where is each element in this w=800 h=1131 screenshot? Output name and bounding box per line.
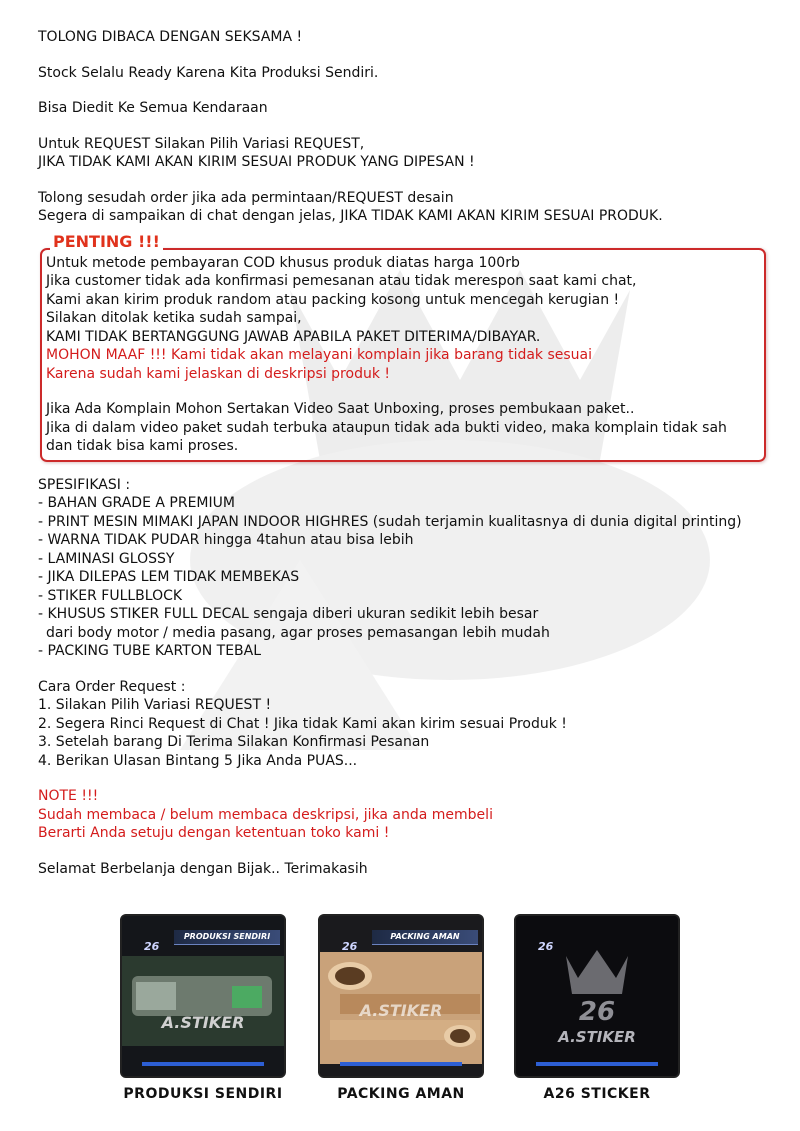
product-gallery — [0, 914, 800, 1114]
penting-line: Untuk metode pembayaran COD khusus produk diatas harga 100rb — [46, 254, 520, 271]
order-step: 1. Silakan Pilih Variasi REQUEST ! — [38, 697, 272, 713]
request-line-2: JIKA TIDAK KAMI AKAN KIRIM SESUAI PRODUK YANG DIPESAN ! — [38, 154, 475, 170]
komplain-line: Jika di dalam video paket sudah terbuka ataupun tidak ada bukti video, maka komplain tidak sah — [46, 419, 727, 436]
description — [38, 28, 778, 895]
penting-line: Kami akan kirim produk random atau packing kosong untuk mencegah kerugian ! — [46, 291, 620, 308]
spec-item: - JIKA DILEPAS LEM TIDAK MEMBEKAS — [38, 569, 300, 585]
request-line-1: Untuk REQUEST Silakan Pilih Variasi REQUEST, — [38, 135, 365, 152]
spec-item: - KHUSUS STIKER FULL DECAL sengaja diberi ukuran sedikit lebih besar — [38, 606, 539, 622]
closing-line: Selamat Berbelanja dengan Bijak.. Terimakasih — [38, 860, 368, 877]
spec-item: - STIKER FULLBLOCK — [38, 587, 183, 604]
order-step: 4. Berikan Ulasan Bintang 5 Jika Anda PUAS... — [38, 752, 358, 769]
a26-image — [514, 914, 680, 1078]
note-line: Berarti Anda setuju dengan ketentuan toko kami ! — [38, 825, 390, 841]
spec-item: dari body motor / media pasang, agar proses pemasangan lebih mudah — [46, 624, 550, 641]
order-section — [38, 678, 778, 771]
gallery-card-a26 — [514, 914, 680, 1102]
intro-edit: Bisa Diedit Ke Semua Kendaraan — [38, 100, 268, 116]
logo-mark: 26 — [342, 940, 358, 953]
logo-mark-large: 26 — [578, 997, 616, 1027]
brand-mark: A.STIKER — [161, 1013, 245, 1032]
penting-line: KAMI TIDAK BERTANGGUNG JAWAB APABILA PAKET DITERIMA/DIBAYAR. — [46, 328, 541, 345]
spec-item: - LAMINASI GLOSSY — [38, 550, 175, 567]
note-section — [38, 787, 778, 843]
order-step: 3. Setelah barang Di Terima Silakan Konfirmasi Pesanan — [38, 734, 430, 750]
desain-line-2: Segera di sampaikan di chat dengan jelas, JIKA TIDAK KAMI AKAN KIRIM SESUAI PRODUK. — [38, 208, 663, 224]
penting-line: Silakan ditolak ketika sudah sampai, — [46, 310, 302, 326]
penting-title: PENTING !!! — [50, 232, 163, 252]
penting-section — [40, 231, 778, 462]
spec-item: - WARNA TIDAK PUDAR hingga 4tahun atau bisa lebih — [38, 532, 414, 548]
logo-mark: 26 — [144, 940, 160, 953]
mohon-maaf-line-2: Karena sudah kami jelaskan di deskripsi produk ! — [46, 365, 391, 382]
packing-banner: PACKING AMAN — [372, 930, 478, 945]
intro-stock: Stock Selalu Ready Karena Kita Produksi Sendiri. — [38, 64, 379, 81]
brand-mark: A.STIKER — [558, 1028, 636, 1046]
produksi-label: PRODUKSI SENDIRI — [123, 1086, 283, 1102]
spec-item: - BAHAN GRADE A PREMIUM — [38, 495, 235, 511]
note-title: NOTE !!! — [38, 788, 99, 804]
intro-heading: TOLONG DIBACA DENGAN SEKSAMA ! — [38, 29, 303, 45]
produksi-banner: PRODUKSI SENDIRI — [174, 930, 280, 945]
mohon-maaf-line: MOHON MAAF !!! Kami tidak akan melayani komplain jika barang tidak sesuai — [46, 347, 593, 363]
packing-label: PACKING AMAN — [337, 1086, 465, 1102]
penting-line: Jika customer tidak ada konfirmasi pemesanan atau tidak merespon saat kami chat, — [46, 273, 637, 289]
produksi-image — [120, 914, 286, 1078]
komplain-line: dan tidak bisa kami proses. — [46, 438, 239, 454]
gallery-card-packing — [318, 914, 484, 1102]
order-step: 2. Segera Rinci Request di Chat ! Jika tidak Kami akan kirim sesuai Produk ! — [38, 715, 567, 732]
spec-item: - PRINT MESIN MIMAKI JAPAN INDOOR HIGHRES (sudah terjamin kualitasnya di dunia digital printing) — [38, 513, 742, 530]
logo-mark: 26 — [538, 940, 554, 953]
order-title: Cara Order Request : — [38, 678, 186, 695]
komplain-line: Jika Ada Komplain Mohon Sertakan Video Saat Unboxing, proses pembukaan paket.. — [46, 401, 635, 417]
desain-line-1: Tolong sesudah order jika ada permintaan/REQUEST desain — [38, 189, 454, 206]
penting-box — [40, 248, 766, 462]
a26-illustration — [516, 916, 678, 1076]
spesifikasi-title: SPESIFIKASI : — [38, 476, 131, 493]
spec-item: - PACKING TUBE KARTON TEBAL — [38, 643, 262, 659]
packing-image — [318, 914, 484, 1078]
gallery-card-produksi — [120, 914, 286, 1102]
a26-label: A26 STICKER — [543, 1086, 651, 1102]
brand-mark: A.STIKER — [359, 1001, 443, 1020]
note-line: Sudah membaca / belum membaca deskripsi, jika anda membeli — [38, 806, 493, 823]
spesifikasi-section — [38, 476, 778, 661]
